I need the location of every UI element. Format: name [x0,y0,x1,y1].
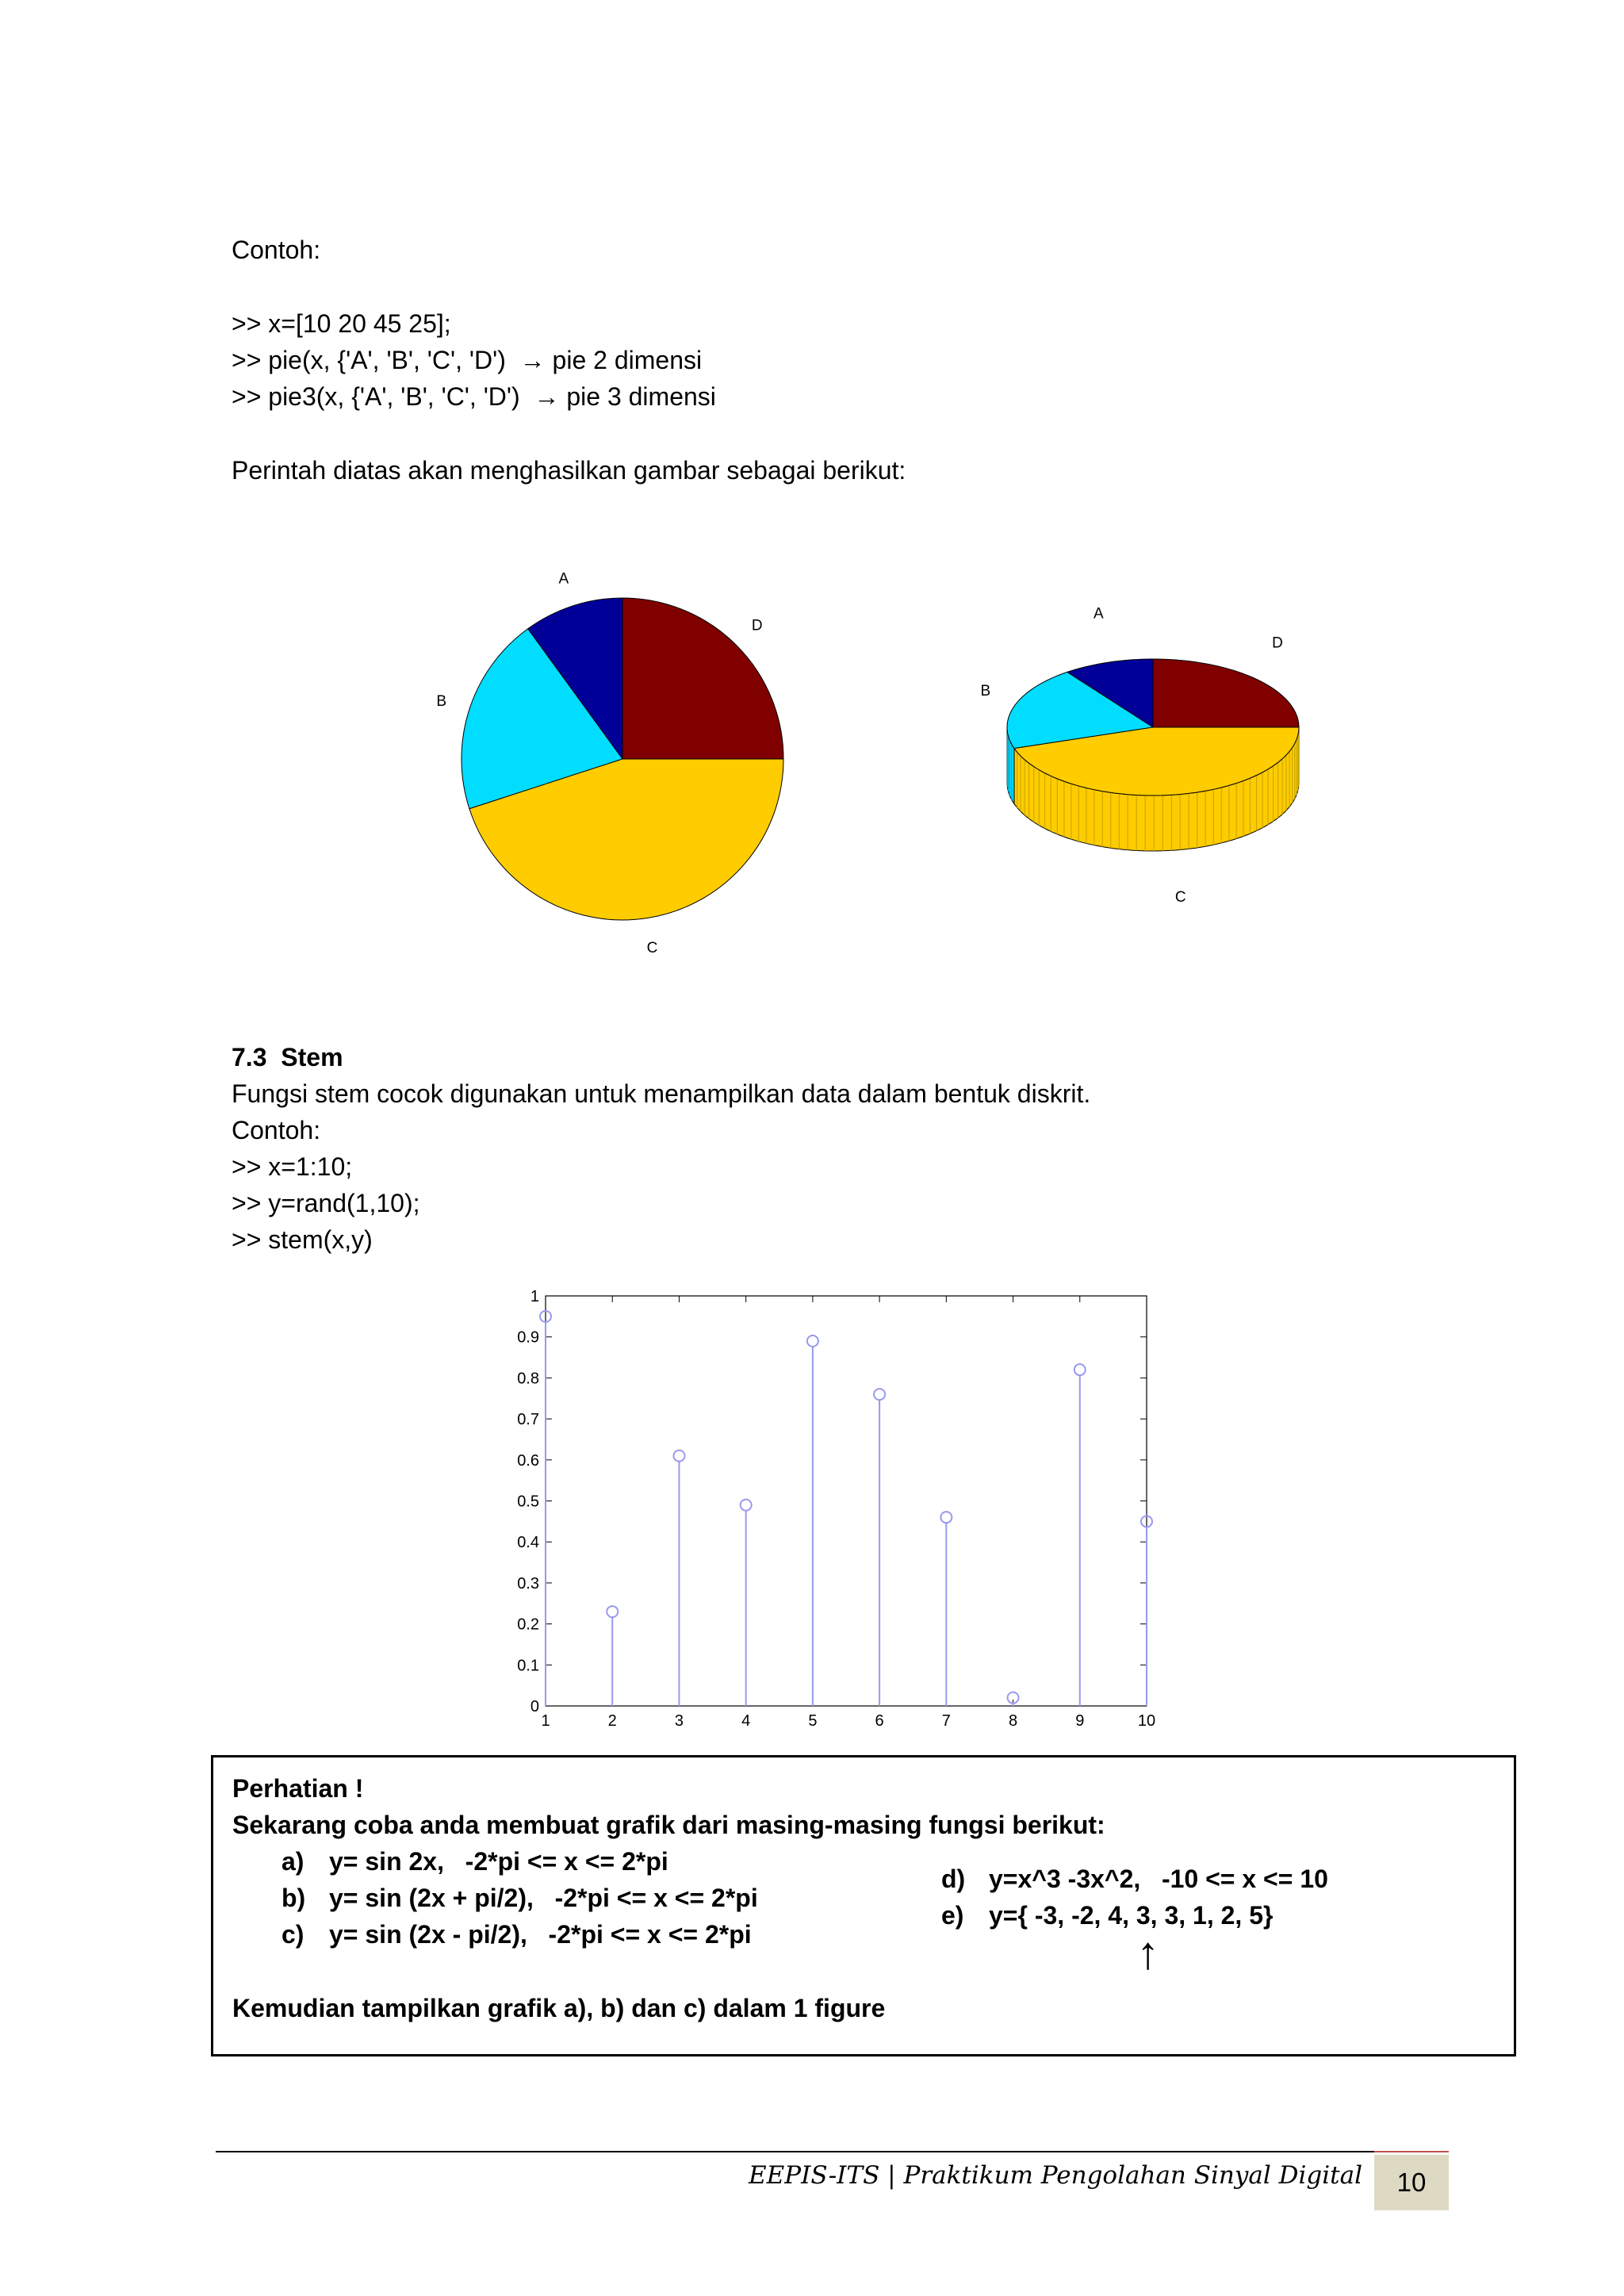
notice-box [211,1755,1516,2056]
y-tick-label: 0.3 [517,1574,539,1593]
code-line: >> x=[10 20 45 25]; [232,309,451,338]
notice-footer: Kemudian tampilkan grafik a), b) dan c) dalam 1 figure [232,1994,886,2022]
y-tick-label: 0.4 [517,1534,539,1552]
pie3d-label-d: D [1272,634,1283,652]
x-tick-label: 3 [674,1712,684,1730]
x-tick-label: 9 [1075,1712,1085,1730]
x-tick-label: 5 [808,1712,818,1730]
code-line: >> stem(x,y) [232,1225,373,1254]
pie-label-a: A [558,570,569,588]
plot-area [546,1296,1147,1706]
notice-instruction: Sekarang coba anda membuat grafik dari masing-masing fungsi berikut: [232,1811,1105,1839]
item-label: a) [282,1847,304,1876]
y-tick-label: 1 [530,1288,539,1305]
pie3d-label-b: B [980,683,991,700]
item-label: c) [282,1920,304,1949]
pie-label-d: D [751,617,763,634]
x-tick-label: 1 [541,1712,550,1730]
y-tick-label: 0.5 [517,1493,539,1511]
y-tick-label: 0.7 [517,1411,539,1429]
notice-title: Perhatian ! [232,1774,364,1803]
pie3d-label-a: A [1094,605,1104,623]
x-tick-label: 7 [941,1712,951,1730]
code-line: >> pie(x, {'A', 'B', 'C', 'D') → pie 2 dimensi [232,346,703,374]
y-tick-label: 0.8 [517,1370,539,1388]
item-text: y={ -3, -2, 4, 3, 3, 1, 2, 5} [989,1901,1274,1930]
y-tick-label: 0.6 [517,1451,539,1470]
example-heading: Contoh: [232,236,321,264]
result-text: Perintah diatas akan menghasilkan gambar sebagai berikut: [232,456,906,485]
code-line: >> y=rand(1,10); [232,1189,420,1217]
y-tick-label: 0.2 [517,1616,539,1634]
x-tick-label: 4 [741,1712,751,1730]
x-tick-label: 6 [875,1712,884,1730]
footer-rule [216,2151,1449,2152]
page-number: 10 [1374,2155,1449,2210]
code-line: >> x=1:10; [232,1152,353,1181]
item-label: e) [941,1901,964,1930]
code-line: >> pie3(x, {'A', 'B', 'C', 'D') → pie 3 dimensi [232,382,716,411]
arrow-up-icon: ↑ [1136,1927,1159,1979]
item-text: y= sin 2x, -2*pi <= x <= 2*pi [329,1847,668,1876]
example-label: Contoh: [232,1116,321,1144]
item-label: d) [941,1865,966,1893]
item-text: y=x^3 -3x^2, -10 <= x <= 10 [989,1865,1328,1893]
pie-label-c: C [646,940,658,957]
pie-label-b: B [436,692,447,710]
y-tick-label: 0.1 [517,1657,539,1675]
x-tick-label: 10 [1137,1712,1156,1730]
item-text: y= sin (2x + pi/2), -2*pi <= x <= 2*pi [329,1884,758,1912]
section-title: 7.3 Stem [232,1043,343,1071]
x-tick-label: 2 [607,1712,617,1730]
y-tick-label: 0.9 [517,1328,539,1347]
footer-text: EEPIS-ITS | Praktikum Pengolahan Sinyal Digital [748,2161,1362,2190]
item-label: b) [282,1884,306,1912]
item-text: y= sin (2x - pi/2), -2*pi <= x <= 2*pi [329,1920,752,1949]
x-tick-label: 8 [1008,1712,1018,1730]
footer-rule-accent [1374,2151,1449,2152]
section-description: Fungsi stem cocok digunakan untuk menampilkan data dalam bentuk diskrit. [232,1079,1091,1108]
y-tick-label: 0 [530,1698,539,1715]
pie3d-label-c: C [1174,889,1186,907]
